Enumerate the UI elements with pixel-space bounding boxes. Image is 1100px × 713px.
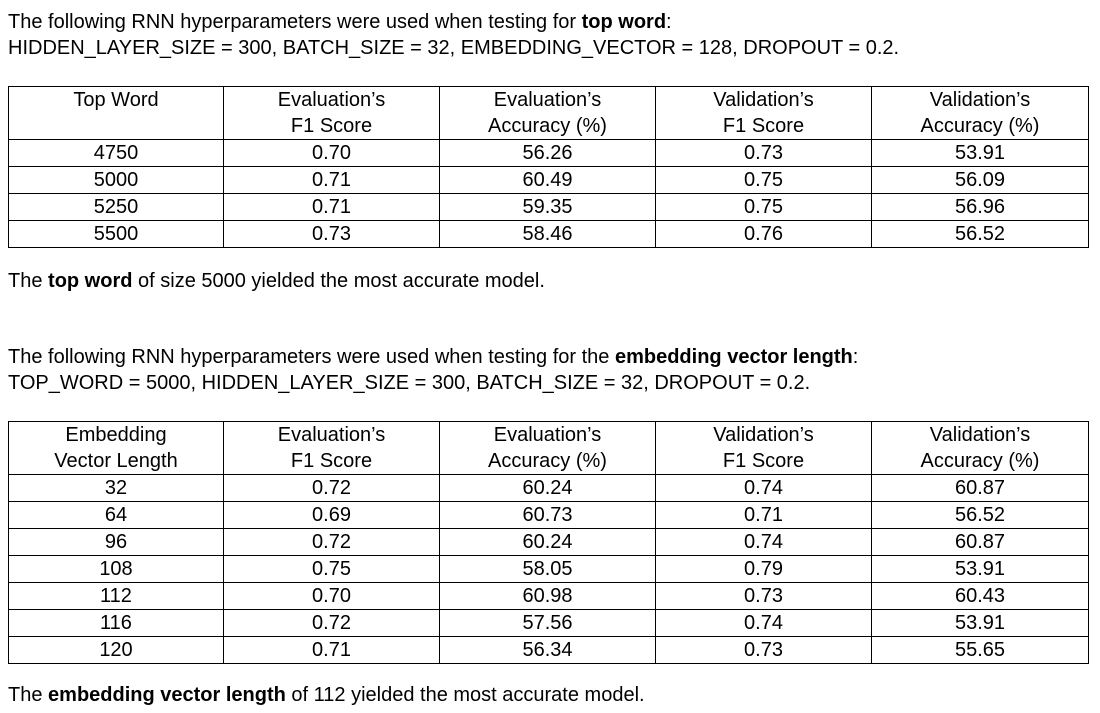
- column-header-line: F1 Score: [290, 450, 373, 472]
- table-cell: 55.65: [872, 637, 1089, 664]
- table-cell: 0.75: [656, 167, 872, 194]
- table-cell: 58.05: [440, 556, 656, 583]
- column-header-line: Accuracy (%): [488, 115, 607, 137]
- table-cell: 56.26: [440, 140, 656, 167]
- section2-params: TOP_WORD = 5000, HIDDEN_LAYER_SIZE = 300, BATCH_SIZE = 32, DROPOUT = 0.2.: [8, 372, 811, 394]
- table-cell: 0.75: [224, 556, 440, 583]
- section2-intro-prefix: The following RNN hyperparameters were used when testing for the: [8, 346, 615, 368]
- column-header-line: F1 Score: [290, 115, 373, 137]
- column-header-line: Evaluation’s: [277, 424, 386, 446]
- column-header: [872, 422, 1089, 475]
- column-header-line: Validation’s: [713, 89, 814, 111]
- table-cell: 0.74: [656, 529, 872, 556]
- column-header: [656, 87, 872, 140]
- column-header-line: Validation’s: [713, 424, 814, 446]
- table-cell: 60.87: [872, 475, 1089, 502]
- table-cell: 5250: [9, 194, 224, 221]
- table-cell: 64: [9, 502, 224, 529]
- table-cell: 0.70: [224, 583, 440, 610]
- column-header: [9, 422, 224, 475]
- table-cell: 60.49: [440, 167, 656, 194]
- column-header: [9, 87, 224, 140]
- table-cell: 56.34: [440, 637, 656, 664]
- table-row: [9, 583, 1089, 610]
- column-header-line: Accuracy (%): [488, 450, 607, 472]
- table-cell: 60.87: [872, 529, 1089, 556]
- section1-params: HIDDEN_LAYER_SIZE = 300, BATCH_SIZE = 32, EMBEDDING_VECTOR = 128, DROPOUT = 0.2.: [8, 37, 900, 59]
- column-header-line: Embedding: [65, 424, 167, 446]
- section1-intro-bold: top word: [581, 11, 667, 33]
- table-cell: 58.46: [440, 221, 656, 248]
- table-cell: 0.71: [224, 167, 440, 194]
- section2-intro: [8, 344, 858, 396]
- table-cell: 60.24: [440, 529, 656, 556]
- table-cell: 59.35: [440, 194, 656, 221]
- table-cell: 0.72: [224, 529, 440, 556]
- table-cell: 0.73: [656, 583, 872, 610]
- column-header-line: F1 Score: [722, 115, 805, 137]
- table-row: [9, 610, 1089, 637]
- table-row: [9, 167, 1089, 194]
- table-cell: 4750: [9, 140, 224, 167]
- column-header: [440, 87, 656, 140]
- table-row: [9, 637, 1089, 664]
- section1-intro-line: [8, 9, 899, 35]
- table-cell: 0.75: [656, 194, 872, 221]
- column-header-line: Accuracy (%): [920, 450, 1040, 472]
- table-cell: 60.43: [872, 583, 1089, 610]
- section2-conclusion: [8, 682, 645, 708]
- column-header-line: Top Word: [73, 89, 159, 111]
- table-cell: 120: [9, 637, 224, 664]
- section1-conclusion-bold: top word: [48, 270, 133, 292]
- table-cell: 60.98: [440, 583, 656, 610]
- table-cell: 112: [9, 583, 224, 610]
- table-cell: 0.71: [224, 194, 440, 221]
- table-cell: 108: [9, 556, 224, 583]
- column-header: [440, 422, 656, 475]
- table-cell: 0.74: [656, 475, 872, 502]
- column-header-line: Vector Length: [54, 450, 178, 472]
- table-cell: 32: [9, 475, 224, 502]
- section1-intro-prefix: The following RNN hyperparameters were used when testing for: [8, 11, 582, 33]
- table-row: [9, 194, 1089, 221]
- table-cell: 56.52: [872, 502, 1089, 529]
- section1-conclusion-suffix: of size 5000 yielded the most accurate model.: [132, 270, 545, 292]
- table-cell: 56.09: [872, 167, 1089, 194]
- column-header: [872, 87, 1089, 140]
- column-header-line: Evaluation’s: [493, 424, 602, 446]
- section2-intro-line: [8, 344, 858, 370]
- column-header: [656, 422, 872, 475]
- column-header-line: F1 Score: [722, 450, 805, 472]
- section2-conclusion-bold: embedding vector length: [48, 684, 286, 706]
- section1-conclusion: [8, 268, 545, 294]
- column-header: [224, 87, 440, 140]
- table-cell: 0.71: [656, 502, 872, 529]
- table-cell: 0.70: [224, 140, 440, 167]
- column-header-line: Validation’s: [929, 424, 1031, 446]
- table-cell: 57.56: [440, 610, 656, 637]
- table-cell: 5500: [9, 221, 224, 248]
- table-cell: 5000: [9, 167, 224, 194]
- table-cell: 53.91: [872, 610, 1089, 637]
- embedding-vector-results-table: [8, 421, 1089, 664]
- table-cell: 60.24: [440, 475, 656, 502]
- table-cell: 0.72: [224, 610, 440, 637]
- table-row: [9, 529, 1089, 556]
- section1-intro-suffix: :: [666, 11, 672, 33]
- table-row: [9, 221, 1089, 248]
- section1-intro: [8, 9, 899, 61]
- table-cell: 116: [9, 610, 224, 637]
- table-cell: 0.73: [224, 221, 440, 248]
- table-header-row: [9, 87, 1089, 140]
- table-row: [9, 502, 1089, 529]
- section2-intro-bold: embedding vector length: [614, 346, 853, 368]
- table-header-row: [9, 422, 1089, 475]
- table-cell: 56.96: [872, 194, 1089, 221]
- table-cell: 96: [9, 529, 224, 556]
- table-cell: 0.73: [656, 140, 872, 167]
- table-cell: 60.73: [440, 502, 656, 529]
- section2-conclusion-suffix: of 112 yielded the most accurate model.: [285, 684, 645, 706]
- table-cell: 0.72: [224, 475, 440, 502]
- table-row: [9, 556, 1089, 583]
- column-header-line: Validation’s: [929, 89, 1031, 111]
- table-row: [9, 475, 1089, 502]
- column-header-line: Evaluation’s: [277, 89, 386, 111]
- section2-conclusion-prefix: The: [8, 684, 49, 706]
- table-cell: 0.76: [656, 221, 872, 248]
- table-cell: 0.79: [656, 556, 872, 583]
- table-cell: 0.69: [224, 502, 440, 529]
- table-cell: 0.71: [224, 637, 440, 664]
- table-cell: 53.91: [872, 140, 1089, 167]
- table-cell: 0.74: [656, 610, 872, 637]
- table-cell: 56.52: [872, 221, 1089, 248]
- table-row: [9, 140, 1089, 167]
- table-cell: 0.73: [656, 637, 872, 664]
- section1-conclusion-prefix: The: [8, 270, 49, 292]
- top-word-results-table: [8, 86, 1089, 248]
- column-header: [224, 422, 440, 475]
- column-header-line: Evaluation’s: [493, 89, 602, 111]
- table-cell: 53.91: [872, 556, 1089, 583]
- column-header-line: Accuracy (%): [920, 115, 1040, 137]
- section2-intro-suffix: :: [852, 346, 859, 368]
